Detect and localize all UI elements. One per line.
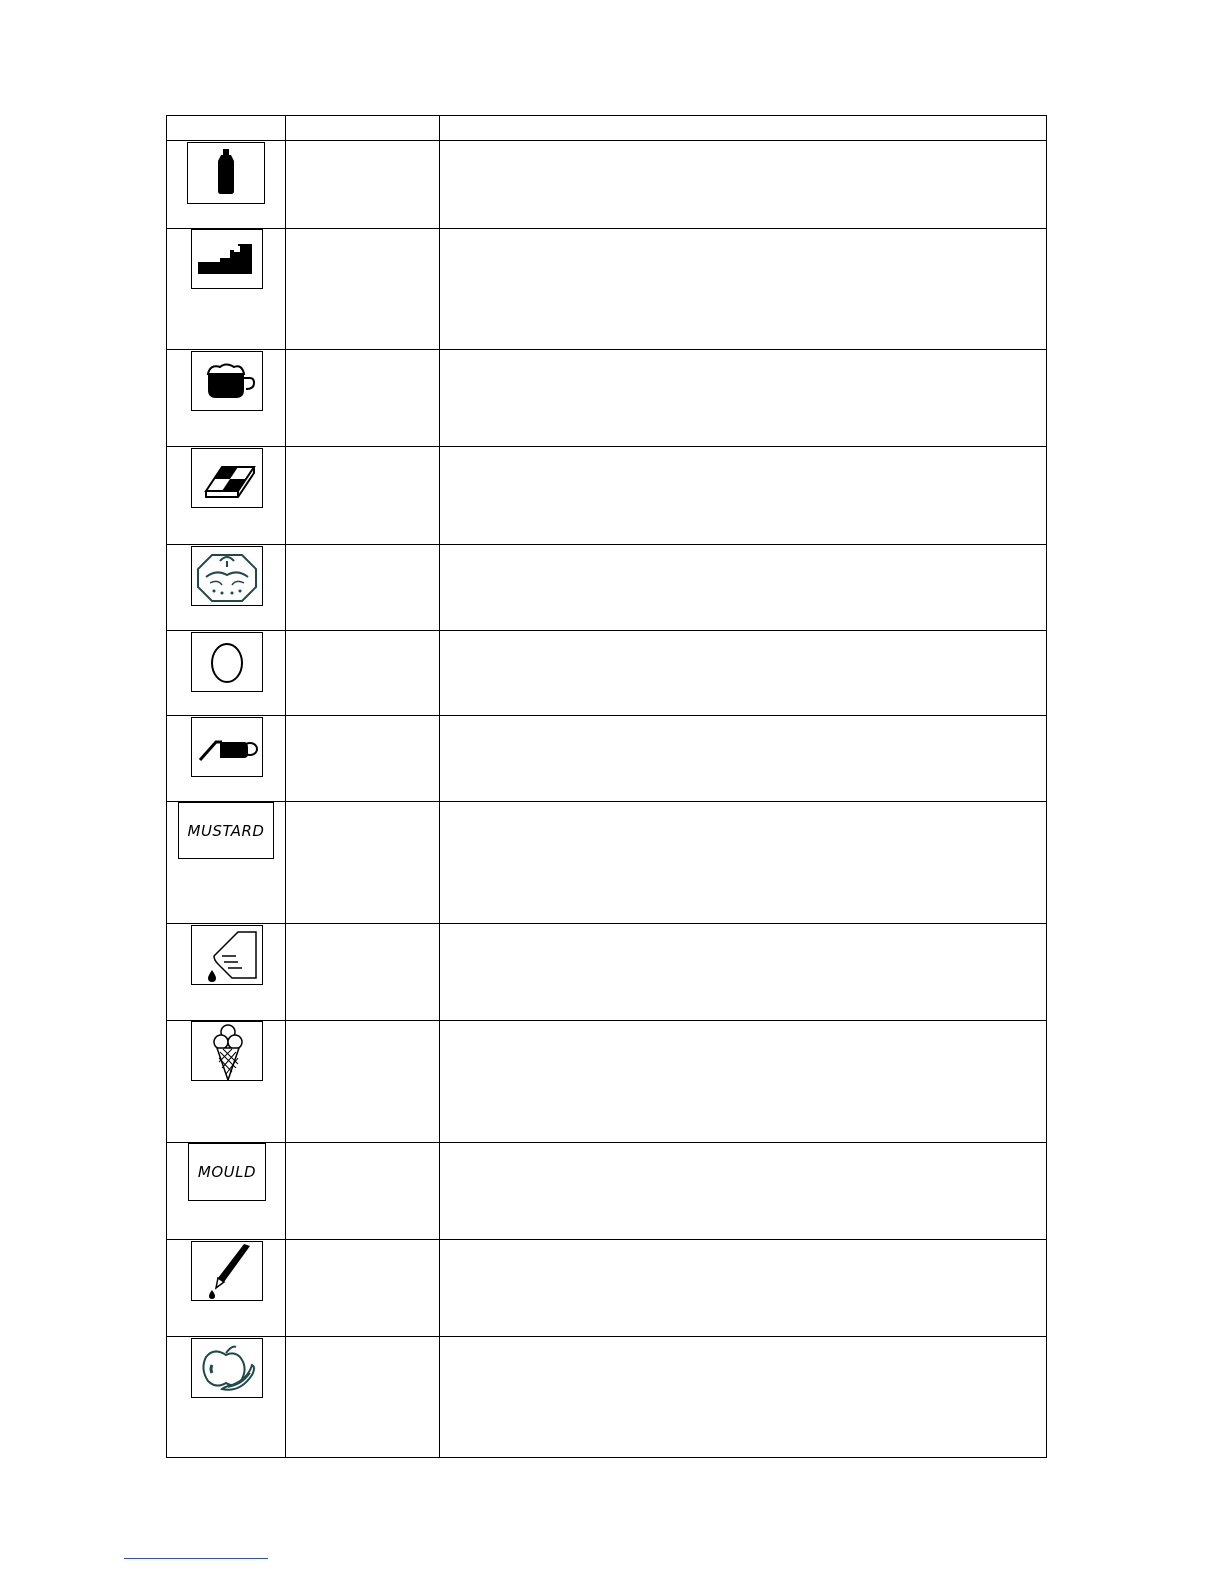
header-description	[440, 116, 1047, 141]
table-header-row	[167, 116, 1047, 141]
table-row	[167, 1240, 1047, 1337]
hand-dripping-icon	[191, 925, 263, 985]
description-cell	[440, 1240, 1047, 1337]
table-row	[167, 1021, 1047, 1143]
foaming-cup-icon	[191, 351, 263, 411]
description-cell	[440, 141, 1047, 229]
bottle-icon	[187, 142, 265, 204]
mould-label-icon	[188, 1143, 266, 1201]
symbol-cell	[167, 631, 286, 716]
description-cell	[440, 447, 1047, 545]
table-row	[167, 141, 1047, 229]
stain-symbols-table	[166, 115, 1047, 1458]
table-row	[167, 716, 1047, 802]
symbol-cell	[167, 1143, 286, 1240]
description-cell	[440, 350, 1047, 447]
pen-ink-drop-icon	[191, 1241, 263, 1301]
name-cell	[286, 545, 440, 631]
name-cell	[286, 924, 440, 1021]
name-cell	[286, 716, 440, 802]
description-cell	[440, 924, 1047, 1021]
name-cell	[286, 350, 440, 447]
symbol-cell	[167, 1337, 286, 1458]
ice-cream-cone-icon	[191, 1021, 263, 1081]
description-cell	[440, 802, 1047, 924]
checkered-block-icon	[191, 448, 263, 508]
table-row	[167, 1337, 1047, 1458]
drain-pipe-icon	[191, 229, 263, 289]
table-row	[167, 350, 1047, 447]
fruit-icon	[191, 1338, 263, 1398]
table-row	[167, 229, 1047, 350]
description-cell	[440, 545, 1047, 631]
symbol-cell	[167, 447, 286, 545]
mustard-label-text: MUSTARD	[187, 821, 265, 840]
name-cell	[286, 141, 440, 229]
name-cell	[286, 447, 440, 545]
symbol-cell	[167, 924, 286, 1021]
symbol-cell	[167, 545, 286, 631]
symbol-cell	[167, 1240, 286, 1337]
name-cell	[286, 631, 440, 716]
symbol-cell	[167, 141, 286, 229]
table-row	[167, 631, 1047, 716]
symbol-cell	[167, 1021, 286, 1143]
garden-plants-icon	[191, 546, 263, 606]
name-cell	[286, 1337, 440, 1458]
header-symbol	[167, 116, 286, 141]
footnote-separator	[124, 1558, 268, 1559]
description-cell	[440, 1143, 1047, 1240]
symbol-cell	[167, 350, 286, 447]
oil-can-icon	[191, 717, 263, 777]
symbol-cell	[167, 716, 286, 802]
name-cell	[286, 1021, 440, 1143]
description-cell	[440, 631, 1047, 716]
symbol-cell	[167, 229, 286, 350]
name-cell	[286, 1143, 440, 1240]
name-cell	[286, 229, 440, 350]
description-cell	[440, 716, 1047, 802]
header-name	[286, 116, 440, 141]
table-row	[167, 545, 1047, 631]
description-cell	[440, 1337, 1047, 1458]
egg-icon	[191, 632, 263, 692]
table-row	[167, 1143, 1047, 1240]
symbol-cell	[167, 802, 286, 924]
description-cell	[440, 1021, 1047, 1143]
table-row	[167, 802, 1047, 924]
description-cell	[440, 229, 1047, 350]
mould-label-text: MOULD	[197, 1163, 257, 1181]
mustard-label-icon	[178, 802, 274, 859]
table-row	[167, 924, 1047, 1021]
name-cell	[286, 802, 440, 924]
table-row	[167, 447, 1047, 545]
name-cell	[286, 1240, 440, 1337]
